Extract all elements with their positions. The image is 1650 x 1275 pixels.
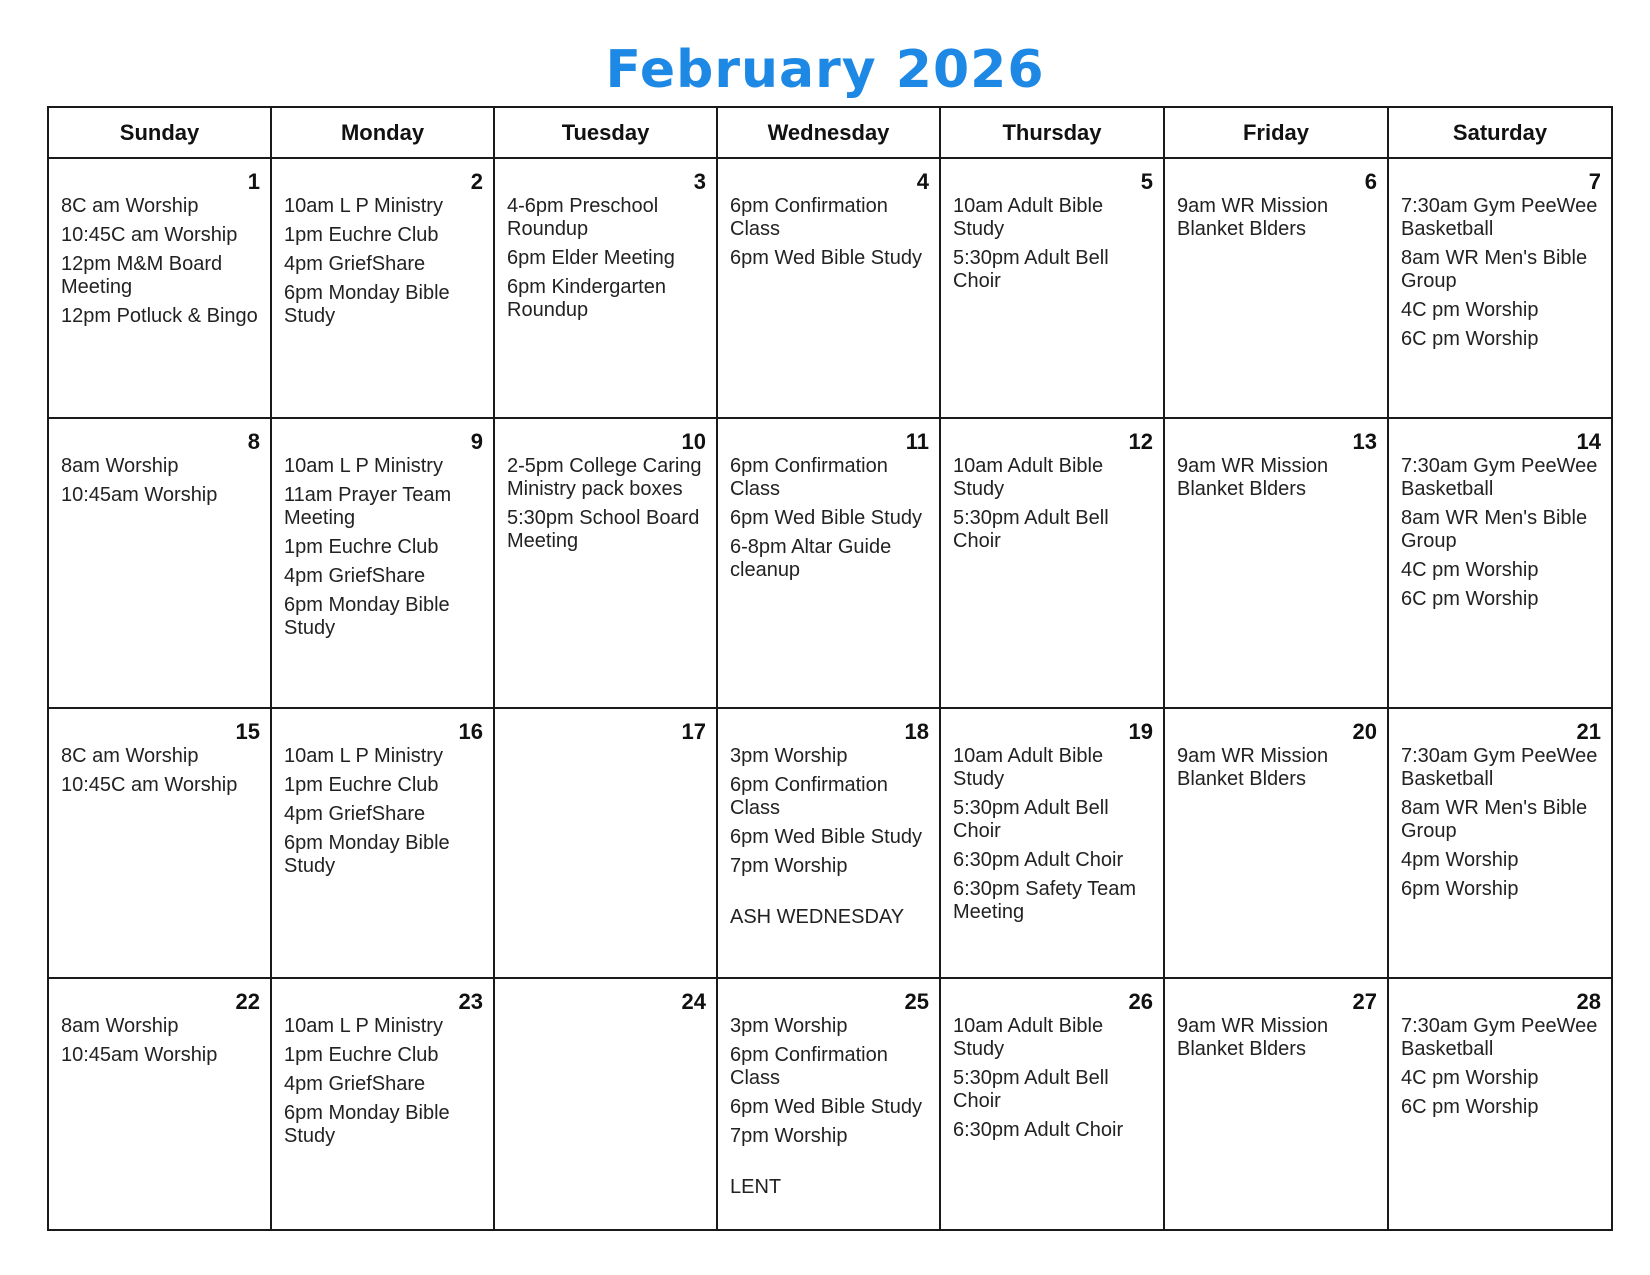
calendar-event: 3pm Worship bbox=[730, 745, 848, 767]
day-cell bbox=[1388, 158, 1612, 418]
calendar-event: 6pm Wed Bible Study bbox=[730, 1096, 922, 1118]
calendar-event: 9am WR Mission Blanket Blders bbox=[1177, 745, 1329, 790]
calendar-event: 10am Adult Bible Study bbox=[953, 455, 1104, 500]
day-cell bbox=[717, 978, 940, 1230]
day-number: 4 bbox=[916, 169, 929, 194]
calendar-event: 8am WR Men's Bible Group bbox=[1401, 507, 1588, 552]
calendar-event: 7:30am Gym PeeWee Basketball bbox=[1401, 455, 1598, 500]
calendar-event: 8C am Worship bbox=[61, 745, 199, 767]
calendar-event: 6pm Confirmation Class bbox=[730, 774, 888, 819]
day-cell bbox=[717, 158, 940, 418]
calendar-event: 6C pm Worship bbox=[1401, 1096, 1539, 1118]
day-cell bbox=[1388, 978, 1612, 1230]
calendar-event: 10am L P Ministry bbox=[284, 1015, 443, 1037]
day-number: 16 bbox=[458, 719, 483, 744]
calendar-event: 6pm Wed Bible Study bbox=[730, 247, 922, 269]
day-cell bbox=[48, 158, 271, 418]
day-number: 21 bbox=[1576, 719, 1601, 744]
calendar-event: 6pm Monday Bible Study bbox=[284, 832, 450, 877]
calendar-event: 6pm Monday Bible Study bbox=[284, 594, 450, 639]
calendar-event: 8am Worship bbox=[61, 455, 179, 477]
day-cell bbox=[48, 708, 271, 978]
calendar-event: 4pm Worship bbox=[1401, 849, 1519, 871]
week-row bbox=[48, 978, 1612, 1230]
calendar-event: 10:45C am Worship bbox=[61, 774, 238, 796]
day-number: 27 bbox=[1352, 989, 1377, 1014]
calendar-title: February 2026 bbox=[605, 40, 1045, 100]
calendar-event: 4-6pm Preschool Roundup bbox=[507, 195, 659, 240]
day-cell bbox=[717, 418, 940, 708]
day-number: 13 bbox=[1352, 429, 1377, 454]
calendar-event: 6pm Confirmation Class bbox=[730, 195, 888, 240]
calendar-event: 7pm Worship bbox=[730, 855, 848, 877]
calendar-event: 9am WR Mission Blanket Blders bbox=[1177, 1015, 1329, 1060]
calendar-event: 10am L P Ministry bbox=[284, 455, 443, 477]
weekday-header-row bbox=[48, 107, 1612, 158]
calendar-event: 6pm Confirmation Class bbox=[730, 455, 888, 500]
calendar-event: 8am Worship bbox=[61, 1015, 179, 1037]
day-number: 19 bbox=[1128, 719, 1153, 744]
day-cell bbox=[494, 158, 717, 418]
day-cell bbox=[271, 978, 494, 1230]
day-number: 14 bbox=[1576, 429, 1601, 454]
weekday-header: Friday bbox=[1164, 107, 1388, 158]
day-cell bbox=[940, 708, 1164, 978]
day-cell bbox=[717, 708, 940, 978]
calendar-event: 4pm GriefShare bbox=[284, 253, 426, 275]
calendar-event: 7pm Worship bbox=[730, 1125, 848, 1147]
calendar-event: 6C pm Worship bbox=[1401, 328, 1539, 350]
calendar-event: 8am WR Men's Bible Group bbox=[1401, 247, 1588, 292]
calendar-event: 1pm Euchre Club bbox=[284, 774, 439, 796]
day-number: 22 bbox=[235, 989, 260, 1014]
calendar-event: 10:45am Worship bbox=[61, 484, 218, 506]
calendar-event: 10am L P Ministry bbox=[284, 195, 443, 217]
weekday-header: Wednesday bbox=[717, 107, 940, 158]
day-number: 20 bbox=[1352, 719, 1377, 744]
day-number: 5 bbox=[1140, 169, 1153, 194]
day-number: 10 bbox=[681, 429, 706, 454]
calendar-grid bbox=[47, 106, 1613, 1231]
weekday-header: Sunday bbox=[48, 107, 271, 158]
day-cell bbox=[494, 978, 717, 1230]
calendar-event: 10am L P Ministry bbox=[284, 745, 443, 767]
day-number: 8 bbox=[247, 429, 260, 454]
calendar-event: 4C pm Worship bbox=[1401, 299, 1539, 321]
calendar-event: 6pm Kindergarten Roundup bbox=[507, 276, 666, 321]
calendar-event: 6C pm Worship bbox=[1401, 588, 1539, 610]
calendar-event: 10am Adult Bible Study bbox=[953, 1015, 1104, 1060]
weekday-header: Thursday bbox=[940, 107, 1164, 158]
weekday-header: Tuesday bbox=[494, 107, 717, 158]
day-cell bbox=[940, 158, 1164, 418]
calendar-event: 10am Adult Bible Study bbox=[953, 195, 1104, 240]
calendar-event: 1pm Euchre Club bbox=[284, 1044, 439, 1066]
calendar-event: 4pm GriefShare bbox=[284, 565, 426, 587]
day-number: 18 bbox=[904, 719, 929, 744]
calendar-event: 5:30pm Adult Bell Choir bbox=[953, 797, 1109, 842]
day-number: 23 bbox=[458, 989, 483, 1014]
day-cell bbox=[271, 418, 494, 708]
day-number: 3 bbox=[693, 169, 706, 194]
week-row bbox=[48, 708, 1612, 978]
calendar-event: 4C pm Worship bbox=[1401, 559, 1539, 581]
calendar-event: 9am WR Mission Blanket Blders bbox=[1177, 195, 1329, 240]
day-cell bbox=[1164, 978, 1388, 1230]
day-number: 26 bbox=[1128, 989, 1153, 1014]
day-number: 17 bbox=[681, 719, 706, 744]
calendar-event: 10:45C am Worship bbox=[61, 224, 238, 246]
week-row bbox=[48, 418, 1612, 708]
calendar-event: 4C pm Worship bbox=[1401, 1067, 1539, 1089]
day-note: LENT bbox=[730, 1176, 782, 1198]
calendar-event: 5:30pm Adult Bell Choir bbox=[953, 507, 1109, 552]
weekday-header: Saturday bbox=[1388, 107, 1612, 158]
day-number: 12 bbox=[1128, 429, 1153, 454]
day-cell bbox=[48, 978, 271, 1230]
calendar-event: 9am WR Mission Blanket Blders bbox=[1177, 455, 1329, 500]
day-number: 24 bbox=[681, 989, 706, 1014]
day-number: 28 bbox=[1576, 989, 1601, 1014]
day-number: 6 bbox=[1364, 169, 1377, 194]
calendar-event: 6pm Confirmation Class bbox=[730, 1044, 888, 1089]
day-number: 1 bbox=[247, 169, 260, 194]
day-cell bbox=[48, 418, 271, 708]
day-cell bbox=[1388, 418, 1612, 708]
day-number: 9 bbox=[470, 429, 483, 454]
day-cell bbox=[494, 418, 717, 708]
day-cell bbox=[271, 708, 494, 978]
calendar-event: 8am WR Men's Bible Group bbox=[1401, 797, 1588, 842]
calendar-event: 6pm Wed Bible Study bbox=[730, 826, 922, 848]
day-number: 15 bbox=[235, 719, 260, 744]
day-cell bbox=[1164, 708, 1388, 978]
week-row bbox=[48, 158, 1612, 418]
calendar-event: 4pm GriefShare bbox=[284, 803, 426, 825]
calendar-event: 5:30pm School Board Meeting bbox=[507, 507, 700, 552]
calendar-event: 6pm Wed Bible Study bbox=[730, 507, 922, 529]
day-cell bbox=[940, 978, 1164, 1230]
day-cell bbox=[1388, 708, 1612, 978]
calendar-event: 6pm Elder Meeting bbox=[507, 247, 675, 269]
calendar-event: 6-8pm Altar Guide cleanup bbox=[730, 536, 892, 581]
calendar-event: 12pm M&M Board Meeting bbox=[61, 253, 223, 298]
calendar-event: 6:30pm Adult Choir bbox=[953, 1119, 1124, 1141]
calendar-event: 1pm Euchre Club bbox=[284, 536, 439, 558]
calendar-event: 4pm GriefShare bbox=[284, 1073, 426, 1095]
day-cell bbox=[1164, 418, 1388, 708]
day-number: 25 bbox=[904, 989, 929, 1014]
calendar-event: 7:30am Gym PeeWee Basketball bbox=[1401, 195, 1598, 240]
calendar-event: 10am Adult Bible Study bbox=[953, 745, 1104, 790]
day-cell bbox=[1164, 158, 1388, 418]
calendar-event: 3pm Worship bbox=[730, 1015, 848, 1037]
calendar-event: 8C am Worship bbox=[61, 195, 199, 217]
calendar-event: 5:30pm Adult Bell Choir bbox=[953, 1067, 1109, 1112]
calendar-event: 10:45am Worship bbox=[61, 1044, 218, 1066]
calendar-event: 12pm Potluck & Bingo bbox=[61, 305, 258, 327]
day-cell bbox=[494, 708, 717, 978]
calendar-event: 6:30pm Adult Choir bbox=[953, 849, 1124, 871]
day-cell bbox=[271, 158, 494, 418]
day-note: ASH WEDNESDAY bbox=[730, 906, 905, 928]
day-number: 7 bbox=[1588, 169, 1601, 194]
calendar-event: 6pm Worship bbox=[1401, 878, 1519, 900]
day-cell bbox=[940, 418, 1164, 708]
calendar-event: 7:30am Gym PeeWee Basketball bbox=[1401, 745, 1598, 790]
weekday-header: Monday bbox=[271, 107, 494, 158]
day-number: 2 bbox=[470, 169, 483, 194]
calendar-event: 6:30pm Safety Team Meeting bbox=[953, 878, 1137, 923]
calendar-event: 1pm Euchre Club bbox=[284, 224, 439, 246]
calendar-event: 11am Prayer Team Meeting bbox=[284, 484, 452, 529]
calendar-event: 5:30pm Adult Bell Choir bbox=[953, 247, 1109, 292]
calendar-event: 6pm Monday Bible Study bbox=[284, 1102, 450, 1147]
day-number: 11 bbox=[905, 429, 929, 454]
calendar-event: 7:30am Gym PeeWee Basketball bbox=[1401, 1015, 1598, 1060]
calendar-event: 6pm Monday Bible Study bbox=[284, 282, 450, 327]
calendar-event: 2-5pm College Caring Ministry pack boxes bbox=[507, 455, 702, 500]
